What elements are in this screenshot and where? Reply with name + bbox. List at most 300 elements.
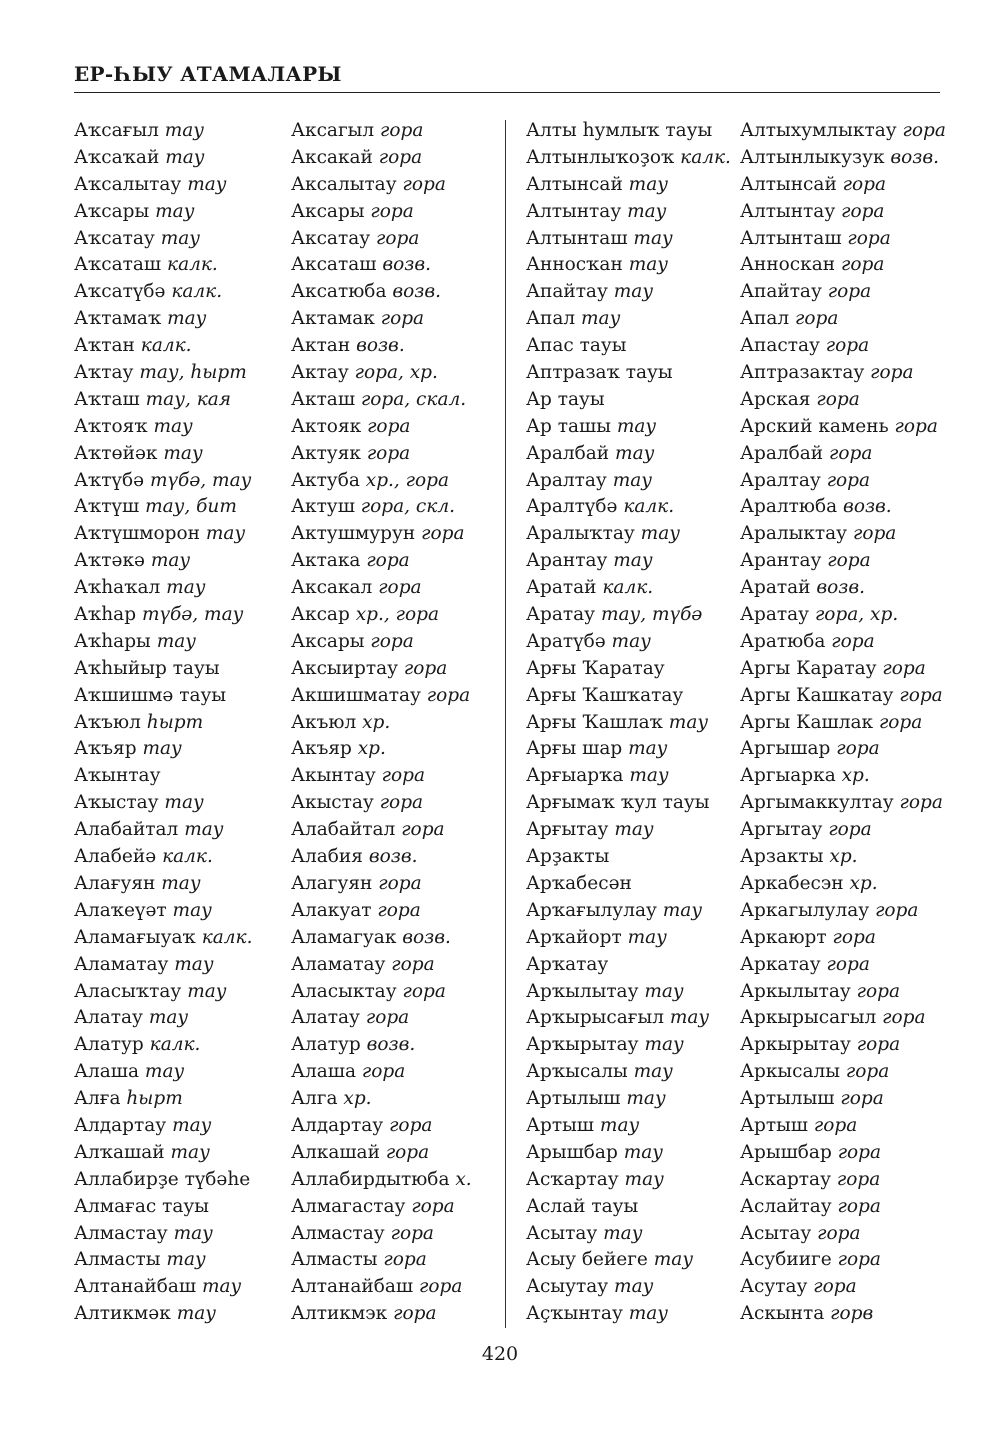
entry <box>291 952 472 979</box>
entry <box>526 145 731 172</box>
entry <box>74 387 252 414</box>
entry-annotation: тау <box>167 308 207 330</box>
entry-annotation: тау <box>187 980 227 1002</box>
entry <box>74 441 252 468</box>
entry-annotation: гора <box>376 227 420 249</box>
entry-annotation: гора <box>380 308 425 330</box>
entry <box>74 1005 252 1032</box>
entry-term: Арғы Ҡашҡатау <box>526 684 684 706</box>
entry-term: Акъюл <box>291 711 357 733</box>
entry-term: Асыу бейеге <box>526 1249 648 1271</box>
entry-term: Алтынташ <box>740 227 842 249</box>
entry-annotation: гора <box>370 200 414 222</box>
entry-term: Аралтюба <box>740 496 838 518</box>
entry-term: Алтанайбаш <box>74 1276 197 1298</box>
entry-annotation: гора <box>366 442 411 464</box>
entry <box>291 306 472 333</box>
entry-annotation: горв <box>830 1303 874 1325</box>
entry-term: Аксагыл <box>291 120 375 141</box>
entry <box>740 736 946 763</box>
entry <box>74 333 252 360</box>
entry-term: Арҡатау <box>526 953 609 975</box>
entry <box>74 1247 252 1274</box>
entry <box>526 656 731 683</box>
entry <box>291 521 472 548</box>
entry-annotation: гора <box>391 953 435 975</box>
entry-annotation: тау <box>633 227 673 249</box>
entry-term: Арғы Ҡаратау <box>526 657 665 679</box>
entry-annotation: гора <box>426 684 471 706</box>
entry-annotation: тау <box>628 254 668 276</box>
entry <box>291 494 472 521</box>
entry <box>740 521 946 548</box>
entry-annotation: гора, хр. <box>354 362 438 384</box>
entry <box>291 925 472 952</box>
entry-term: Актау <box>291 362 349 384</box>
entry-term: Аратай <box>740 577 811 599</box>
entry-annotation: тау <box>613 550 653 572</box>
entry-annotation: тау <box>176 1303 216 1325</box>
entry-term: Аратүбә <box>526 630 606 652</box>
entry-term: Аптразактау <box>740 362 865 384</box>
entry-annotation: тау <box>144 1061 185 1083</box>
entry-annotation: гора <box>816 388 860 410</box>
entry-term: Аргымаккултау <box>740 792 894 814</box>
entry-term: Арғы Ҡашлаҡ <box>526 711 663 733</box>
entry-term: Аҡсары <box>74 200 150 222</box>
entry <box>291 575 472 602</box>
entry <box>740 1140 946 1167</box>
entry-annotation: гора <box>361 1061 406 1083</box>
entry-annotation: тау <box>640 523 680 545</box>
entry-term: Асытау <box>740 1222 812 1244</box>
entry-term: Апайтау <box>740 281 822 303</box>
entry <box>74 952 252 979</box>
entry-annotation: һырт <box>146 711 204 733</box>
entry <box>526 871 731 898</box>
entry-term: Ар тауы <box>526 388 605 410</box>
entry <box>526 683 731 710</box>
entry-term: Аксалытау <box>291 173 397 195</box>
entry-term: Аркырытау <box>740 1034 851 1056</box>
entry <box>291 898 472 925</box>
entry-annotation: тау <box>629 765 669 787</box>
entry-term: Аҡтүбә <box>74 469 145 491</box>
entry-annotation: тау <box>614 1276 654 1298</box>
entry-annotation: гора <box>418 1276 463 1298</box>
entry <box>291 118 472 145</box>
entry-term: Алатау <box>74 1007 143 1029</box>
entry-term: Анносҡан <box>526 254 623 276</box>
page-header-title: ЕР-ҺЫУ АТАМАЛАРЫ <box>74 62 342 86</box>
entry-annotation: тау <box>161 872 201 894</box>
entry <box>74 1274 252 1301</box>
entry-term: Аскынта <box>740 1303 825 1325</box>
entry <box>74 1167 252 1194</box>
entry <box>526 1113 731 1140</box>
entry-annotation: гора <box>856 980 901 1002</box>
entry <box>74 736 252 763</box>
entry-annotation: калк. <box>201 926 253 948</box>
entry-term: Аркагылулау <box>740 899 870 921</box>
entry-annotation: х. <box>455 1168 472 1190</box>
entry-annotation: тау <box>165 146 205 168</box>
entry-term: Аслай тауы <box>526 1195 639 1217</box>
entry-term: Арҡырытау <box>526 1034 639 1056</box>
entry-annotation: гора <box>378 577 422 599</box>
entry-term: Алға <box>74 1088 121 1110</box>
entry <box>740 494 946 521</box>
entry-annotation: тау <box>155 200 195 222</box>
entry-term: Артылыш <box>526 1088 621 1110</box>
entry <box>291 871 472 898</box>
entry <box>740 306 946 333</box>
entry-term: Алатур <box>74 1034 144 1056</box>
entry-annotation: тау <box>173 1222 213 1244</box>
entry <box>740 414 946 441</box>
entry <box>291 1140 472 1167</box>
entry <box>526 925 731 952</box>
entry-term: Аламагуак <box>291 926 397 948</box>
entry-annotation: тау, түбә <box>600 604 703 626</box>
entry <box>526 629 731 656</box>
entry-annotation: тау <box>628 1303 669 1325</box>
entry <box>740 1005 946 1032</box>
entry-annotation: гора <box>831 630 875 652</box>
entry <box>74 1086 252 1113</box>
entry-term: Арғыарҡа <box>526 765 624 787</box>
entry <box>526 952 731 979</box>
entry-annotation: гора <box>827 281 872 303</box>
entry-annotation: возв. <box>382 254 431 276</box>
entry-annotation: гора <box>878 711 923 733</box>
page-number: 420 <box>481 1343 519 1365</box>
entry <box>74 468 252 495</box>
entry <box>291 548 472 575</box>
entry-annotation: тау <box>170 1141 210 1163</box>
entry-annotation: тау <box>153 415 193 437</box>
entry <box>740 226 946 253</box>
entry <box>74 844 252 871</box>
entry <box>740 952 946 979</box>
entry <box>526 252 731 279</box>
entry-annotation: тау <box>623 1141 663 1163</box>
entry-annotation: гора <box>828 819 872 841</box>
entry-term: Алаша <box>291 1061 357 1083</box>
entry-annotation: гора <box>365 1007 410 1029</box>
entry-annotation: тау <box>644 980 684 1002</box>
entry-term: Алтынтау <box>526 200 622 222</box>
entry-term: Анноскан <box>740 254 836 276</box>
entry-annotation: калк. <box>171 281 223 303</box>
entry-annotation: хр., гора <box>355 604 439 626</box>
entry-term: Актан <box>291 335 351 357</box>
entry-term: Аратау <box>740 604 810 626</box>
entry <box>74 226 252 253</box>
entry <box>74 629 252 656</box>
entry-term: Арантау <box>740 550 822 572</box>
entry-annotation: һырт <box>126 1088 183 1110</box>
entry-term: Алтанайбаш <box>291 1276 414 1298</box>
entry-term: Арҡайорт <box>526 926 622 948</box>
entry-annotation: тау <box>599 1114 640 1136</box>
entry-term: Аргы Кашлак <box>740 711 874 733</box>
entry-term: Аркабесэн <box>740 872 844 894</box>
entry-term: Аҡтүш <box>74 496 140 518</box>
entry-term: Аркаюрт <box>740 926 827 948</box>
entry <box>526 226 731 253</box>
entry-term: Апас тауы <box>526 335 627 357</box>
entry <box>740 979 946 1006</box>
entry-term: Аралыктау <box>740 523 848 545</box>
entry-term: Асытау <box>526 1222 598 1244</box>
entry-term: Аралтүбә <box>526 496 618 518</box>
entry-term: Аласыктау <box>291 980 397 1002</box>
entry-annotation: гора <box>817 1222 861 1244</box>
entry-term: Актака <box>291 550 361 572</box>
entry-annotation: хр. <box>849 872 878 894</box>
entry <box>526 575 731 602</box>
entry <box>291 279 472 306</box>
entry-term: Аралыҡтау <box>526 523 635 545</box>
entry-annotation: гора <box>389 1114 433 1136</box>
entry-annotation: возв. <box>843 496 892 518</box>
entry-term: Алатур <box>291 1034 361 1056</box>
entry-term: Аҡсаташ <box>74 254 162 276</box>
entry-term: Акыстау <box>291 792 374 814</box>
entry-annotation: калк. <box>680 146 731 168</box>
entry-annotation: түбә, тау <box>149 469 252 491</box>
entry-term: Аптразаҡ тауы <box>526 362 673 384</box>
entry <box>740 1221 946 1248</box>
column-bashkir-right <box>526 118 731 1328</box>
entry <box>291 414 472 441</box>
entry <box>526 199 731 226</box>
entry-annotation: тау <box>160 227 201 249</box>
entry-term: Акынтау <box>291 765 376 787</box>
entry <box>740 575 946 602</box>
entry-term: Арышбар <box>526 1141 618 1163</box>
entry-term: Алатау <box>291 1007 360 1029</box>
entry-term: Алмасты <box>74 1249 161 1271</box>
entry-term: Алмасты <box>291 1249 378 1271</box>
entry-annotation: гора <box>402 173 446 195</box>
entry <box>74 790 252 817</box>
entry-annotation: гора <box>842 173 887 195</box>
entry-term: Алагуян <box>291 872 373 894</box>
entry-annotation: гора <box>381 765 426 787</box>
entry-term: Аксатюба <box>291 281 387 303</box>
entry <box>291 1247 472 1274</box>
entry <box>526 736 731 763</box>
entry <box>526 602 731 629</box>
entry <box>526 387 731 414</box>
entry <box>526 844 731 871</box>
entry-term: Алмастау <box>291 1222 385 1244</box>
entry-annotation: гора <box>899 792 943 814</box>
entry <box>291 602 472 629</box>
entry-annotation: гора <box>840 1088 884 1110</box>
entry-annotation: тау <box>653 1249 694 1271</box>
entry-annotation: тау <box>163 442 203 464</box>
entry <box>526 790 731 817</box>
entry <box>740 817 946 844</box>
entry <box>526 441 731 468</box>
entry-term: Асутау <box>740 1276 808 1298</box>
entry <box>526 817 731 844</box>
entry-annotation: гора <box>870 362 914 384</box>
entry <box>526 494 731 521</box>
entry <box>74 1221 252 1248</box>
entry-annotation: гора <box>367 415 411 437</box>
entry <box>740 387 946 414</box>
entry <box>291 1301 472 1328</box>
entry <box>526 414 731 441</box>
entry-annotation: гора <box>813 1276 857 1298</box>
entry-annotation: гора <box>421 523 465 545</box>
entry-term: Алмастау <box>74 1222 168 1244</box>
entry <box>740 602 946 629</box>
entry-annotation: гора <box>795 308 839 330</box>
entry <box>74 548 252 575</box>
entry-term: Аксары <box>291 200 365 222</box>
entry-annotation: тау <box>627 200 667 222</box>
entry <box>291 1194 472 1221</box>
entry-term: Аргыарка <box>740 765 836 787</box>
entry-annotation: тау, кая <box>145 388 232 410</box>
entry-term: Аралбай <box>740 442 824 464</box>
entry <box>291 979 472 1006</box>
entry <box>291 226 472 253</box>
entry-annotation: тау <box>626 1088 666 1110</box>
entry-term: Аратай <box>526 577 597 599</box>
entry-annotation: хр. <box>357 738 386 760</box>
entry-annotation: гора <box>411 1195 455 1217</box>
entry <box>526 898 731 925</box>
entry-term: Алтикмәк <box>74 1303 171 1325</box>
entry-term: Алабейә <box>74 846 157 868</box>
entry-term: Аралтау <box>526 469 607 491</box>
entry-term: Аратау <box>526 604 596 626</box>
entry-term: Артыш <box>740 1114 809 1136</box>
column-russian-right <box>740 118 946 1328</box>
entry-term: Алтынлыкузук <box>740 146 885 168</box>
entry-term: Алтикмэк <box>291 1303 388 1325</box>
entry <box>740 898 946 925</box>
entry <box>74 279 252 306</box>
entry <box>740 683 946 710</box>
entry <box>526 521 731 548</box>
entry-annotation: гора <box>390 1222 434 1244</box>
entry-annotation: тау <box>156 630 196 652</box>
entry-term: Аскартау <box>740 1168 831 1190</box>
entry <box>740 629 946 656</box>
entry-term: Алтынсай <box>526 173 623 195</box>
entry <box>740 763 946 790</box>
entry-annotation: гора <box>378 146 423 168</box>
entry <box>74 979 252 1006</box>
entry-annotation: возв. <box>366 1034 416 1056</box>
entry-term: Актамак <box>291 308 375 330</box>
entry-term: Алағуян <box>74 872 156 894</box>
entry <box>74 575 252 602</box>
entry <box>291 736 472 763</box>
entry-term: Ар ташы <box>526 415 611 437</box>
entry-annotation: гора <box>841 200 885 222</box>
entry-term: Арышбар <box>740 1141 832 1163</box>
entry-term: Аркысалы <box>740 1061 841 1083</box>
entry-annotation: тау, һырт <box>139 362 247 384</box>
entry-term: Аркырысагыл <box>740 1007 877 1029</box>
entry <box>526 1167 731 1194</box>
entry-annotation: гора <box>378 872 422 894</box>
entry-annotation: тау <box>624 1168 664 1190</box>
entry-annotation: гора <box>836 1168 881 1190</box>
entry-annotation: гора <box>380 120 424 141</box>
entry <box>291 817 472 844</box>
entry-term: Аҫҡынтау <box>526 1303 623 1325</box>
entry <box>291 468 472 495</box>
entry <box>740 145 946 172</box>
entry-annotation: тау <box>166 1249 206 1271</box>
entry <box>74 1113 252 1140</box>
entry-term: Актояк <box>291 415 362 437</box>
entry <box>740 1247 946 1274</box>
entry-annotation: тау <box>611 630 651 652</box>
entry-annotation: гора <box>366 550 410 572</box>
entry <box>526 763 731 790</box>
entry-term: Арҡағылулау <box>526 899 657 921</box>
entry-annotation: тау <box>581 308 621 330</box>
entry <box>740 1194 946 1221</box>
entry <box>740 1113 946 1140</box>
entry-term: Аралбай <box>526 442 610 464</box>
entry-term: Аҡшишмә тауы <box>74 684 227 706</box>
entry-annotation: калк. <box>162 846 213 868</box>
column-russian-left <box>291 118 472 1328</box>
entry-term: Алабия <box>291 846 363 868</box>
entry-annotation: тау <box>201 1276 242 1298</box>
entry-term: Аслайтау <box>740 1195 832 1217</box>
entry-term: Аҡсағыл <box>74 120 159 141</box>
entry-term: Аксаташ <box>291 254 377 276</box>
entry-term: Аҡһаҡал <box>74 577 161 599</box>
entry-annotation: возв. <box>402 926 451 948</box>
entry <box>740 1032 946 1059</box>
entry-term: Аҡтамаҡ <box>74 308 162 330</box>
entry <box>526 279 731 306</box>
entry-annotation: тау <box>174 953 214 975</box>
entry <box>74 656 252 683</box>
entry-term: Аҡсалытау <box>74 173 182 195</box>
entry <box>291 252 472 279</box>
entry-term: Аҡынтау <box>74 765 161 787</box>
entry <box>74 1059 252 1086</box>
entry <box>74 494 252 521</box>
entry-term: Алабайтал <box>74 819 179 841</box>
entry-term: Аласыҡтау <box>74 980 182 1002</box>
entry <box>740 925 946 952</box>
column-divider <box>505 120 506 1328</box>
entry-term: Акташ <box>291 388 356 410</box>
entry-term: Аргы Каратау <box>740 657 877 679</box>
entry <box>526 1005 731 1032</box>
entry-annotation: тау <box>205 523 246 545</box>
entry-annotation: гора <box>852 523 897 545</box>
entry-annotation: тау <box>603 1222 643 1244</box>
entry-annotation: гора <box>856 1034 901 1056</box>
entry <box>740 172 946 199</box>
